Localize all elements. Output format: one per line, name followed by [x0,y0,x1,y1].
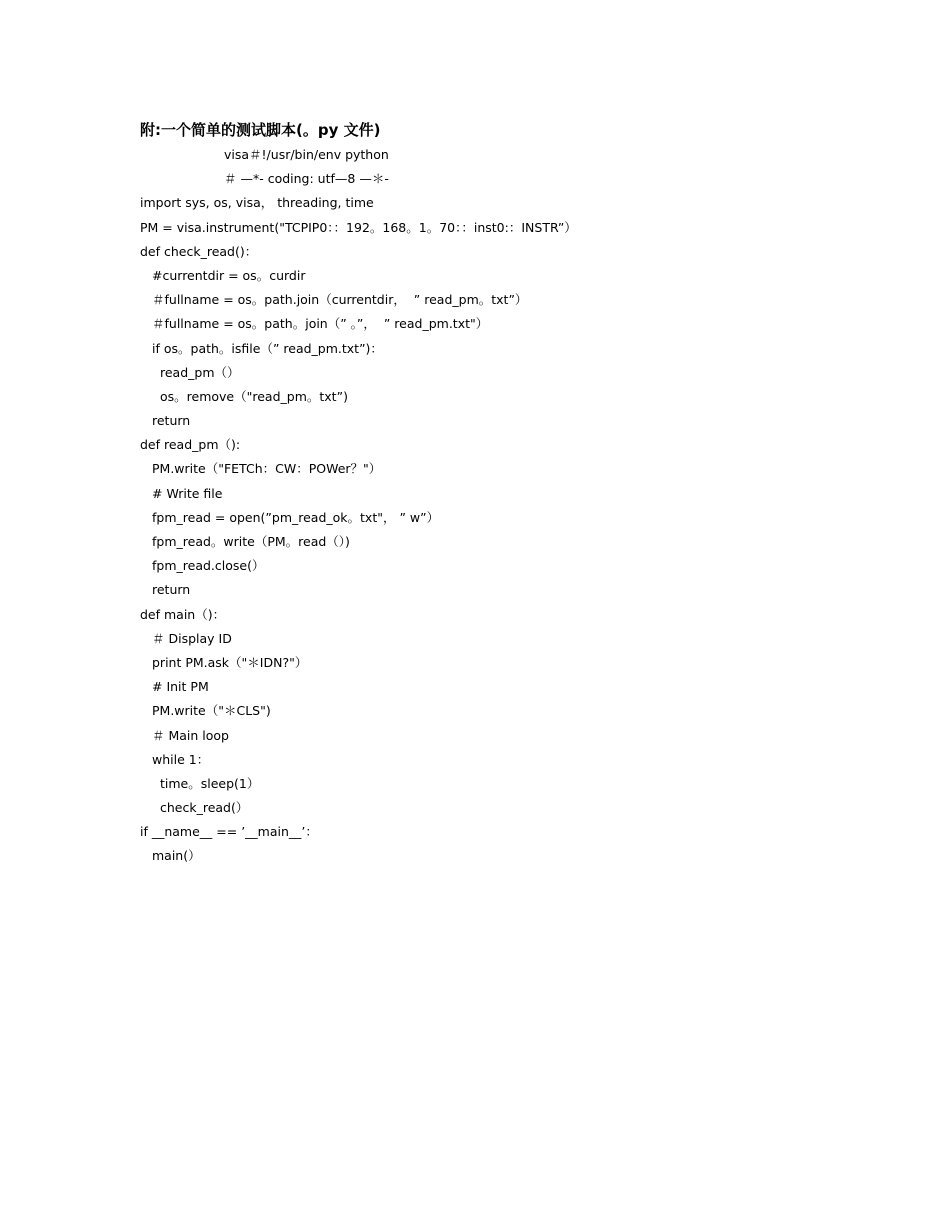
code-line: def main（)： [140,606,226,622]
code-line: fpm_read。write（PM。read（）) [152,534,350,549]
code-line: ＃fullname = os。path。join（” 。”， ” read_pm.txt"） [152,316,489,332]
code-line: import sys, os, visa， threading, time [140,195,374,211]
code-listing [140,143,900,869]
code-line: visa＃!/usr/bin/env python [224,147,389,162]
code-line: time。sleep(1） [160,775,260,791]
code-line: ＃fullname = os。path.join（currentdir， ” read_pm。txt”） [152,292,528,308]
code-line: print PM.ask（"＊IDN?"） [152,654,308,670]
code-line: PM.write（"FETCh：CW：POWer？"） [152,461,382,477]
code-line: def read_pm（): [140,437,241,453]
code-line: # Init PM [152,679,209,695]
code-line: return [152,413,191,429]
code-line: ＃ Display ID [152,630,232,646]
code-line: ＃ —*- coding: utf—8 —＊- [224,171,389,187]
code-line: main(） [152,848,201,864]
code-line: PM = visa.instrument("TCPIP0：：192。168。1。70：：inst0:：INSTR”） [140,219,577,235]
code-line: PM.write（"＊CLS") [152,703,271,719]
code-line: while 1： [152,751,210,767]
code-line: fpm_read = open(”pm_read_ok。txt"， ” w”） [152,509,440,525]
code-line: ＃ Main loop [152,727,229,743]
code-line: if __name__ == ’__main__’： [140,824,318,840]
code-line: def check_read()： [140,243,258,259]
code-line: os。remove（"read_pm。txt”) [160,388,348,404]
code-line: check_read(） [160,800,249,816]
code-line: read_pm（） [160,364,240,380]
code-line: fpm_read.close(） [152,558,265,574]
code-line: #currentdir = os。curdir [152,267,306,283]
code-line: return [152,582,191,598]
document-heading: 附:一个简单的测试脚本(。py 文件) [140,121,381,139]
code-line: if os。path。isfile（” read_pm.txt”)： [152,340,383,356]
code-line: # Write file [152,485,223,501]
